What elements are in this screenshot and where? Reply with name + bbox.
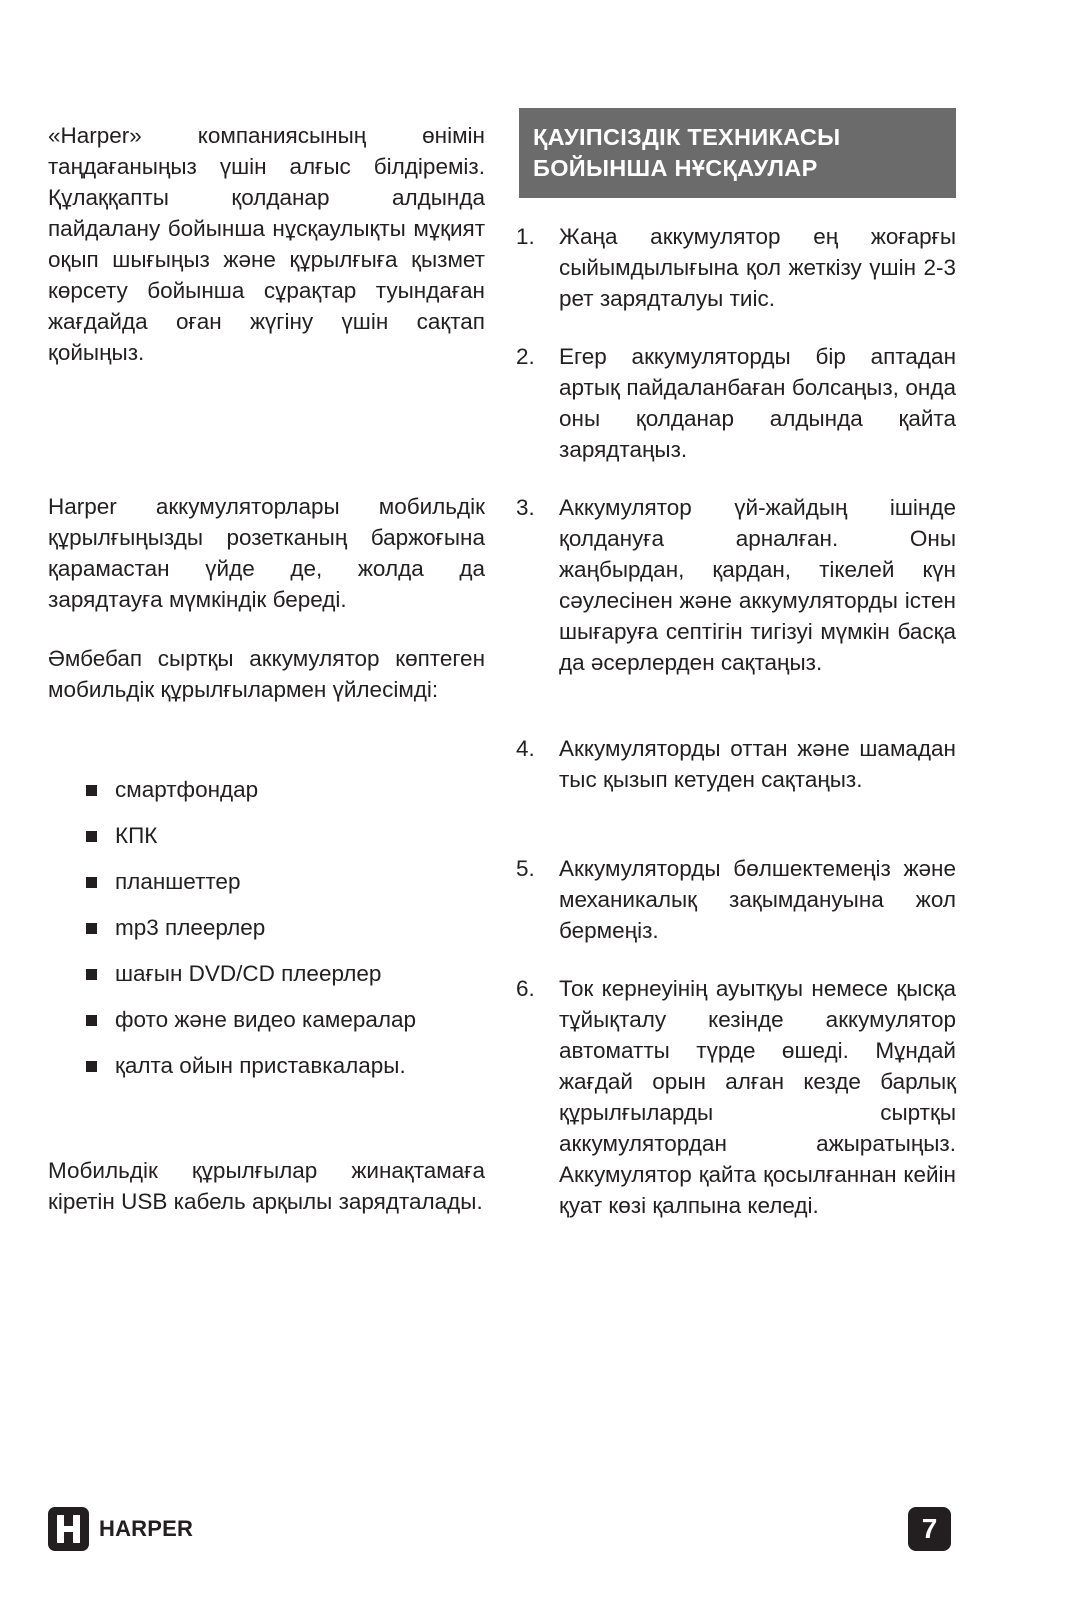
list-item [86,1050,416,1096]
list-item [86,1004,416,1050]
rule-text: Жаңа аккумулятор ең жоғарғы сыйымдылығына қол жеткізу үшін 2-3 рет зарядталуы тиіс. [559,224,956,311]
list-item-label: КПК [115,823,158,848]
rule-text: Аккумуляторды оттан және шамадан тыс қызып кетуден сақтаңыз. [559,736,956,792]
bullet-square-icon [86,969,97,980]
safety-section-heading [519,108,956,198]
rule-text: Аккумуляторды бөлшектемеңіз және механикалық зақымдануына жол бермеңіз. [559,856,956,943]
list-item [86,866,416,912]
safety-rule-item [516,492,956,678]
list-item-label: mp3 плеерлер [115,915,266,940]
safety-heading-line2: БОЙЫНША НҰСҚАУЛАР [533,155,818,181]
list-item [86,958,416,1004]
harper-logo [48,1507,193,1551]
harper-h-logo-icon [48,1507,89,1551]
bullet-square-icon [86,877,97,888]
safety-rule-item [516,853,956,946]
list-item-label: шағын DVD/CD плеерлер [115,961,382,986]
description-paragraph: Harper аккумуляторлары мобильдік құрылғыңызды розетканың баржоғына қарамастан үйде де, жолда да зарядтауға мүмкіндік береді. [48,494,485,612]
safety-rule-item [516,341,956,465]
rule-number: 3. [516,495,535,520]
safety-rule-item [516,733,956,795]
rule-number: 5. [516,856,535,881]
list-item [86,912,416,958]
rule-text: Ток кернеуінің ауытқуы немесе қысқа тұйықталу кезінде аккумулятор автоматты түрде өшеді. Мұндай жағдай орын алған кезде барлық құрылғыларды сыртқы аккумулятордан ажыратыңыз. Аккумулятор қайта қосылғаннан кейін қуат көзі қалпына келеді. [559,976,956,1218]
charging-note-paragraph: Мобильдік құрылғылар жинақтамаға кіретін USB кабель арқылы зарядталады. [48,1158,485,1214]
rule-number: 4. [516,736,535,761]
bullet-square-icon [86,1015,97,1026]
intro-paragraph: «Harper» компаниясының өнімін таңдағаныңыз үшін алғыс білдіреміз. Құлаққапты қолданар алдында пайдалану бойынша нұсқаулықты мұқият оқып шығыңыз және құрылғыға қызмет көрсету бойынша сұрақтар туындаған жағдайда оған жүгіну үшін сақтап қойыңыз. [48,123,485,365]
page-number: 7 [908,1507,951,1551]
list-item [86,774,416,820]
safety-rule-item [516,221,956,314]
list-item-label: қалта ойын приставкалары. [115,1053,406,1078]
device-list [86,774,416,1096]
list-item-label: фото және видео камералар [115,1007,417,1032]
bullet-square-icon [86,785,97,796]
rule-text: Аккумулятор үй-жайдың ішінде қолдануға арналған. Оны жаңбырдан, қардан, тікелей күн сәулесінен және аккумуляторды істен шығаруға септігін тигізуі мүмкін басқа да әсерлерден сақтаңыз. [559,495,956,675]
list-item-label: планшеттер [115,869,241,894]
safety-rule-item [516,973,956,1221]
rule-text: Егер аккумуляторды бір аптадан артық пайдаланбаған болсаңыз, онда оны қолданар алдында қайта зарядтаңыз. [559,344,956,462]
list-item [86,820,416,866]
bullet-square-icon [86,831,97,842]
rule-number: 2. [516,344,535,369]
compatibility-paragraph: Әмбебап сыртқы аккумулятор көптеген мобильдік құрылғылармен үйлесімді: [48,646,485,702]
safety-heading-line1: ҚАУІПСІЗДІК ТЕХНИКАСЫ [533,124,841,150]
bullet-square-icon [86,1061,97,1072]
brand-name: HARPER [99,1516,194,1541]
rule-number: 6. [516,976,535,1001]
bullet-square-icon [86,923,97,934]
list-item-label: смартфондар [115,777,259,802]
rule-number: 1. [516,224,535,249]
